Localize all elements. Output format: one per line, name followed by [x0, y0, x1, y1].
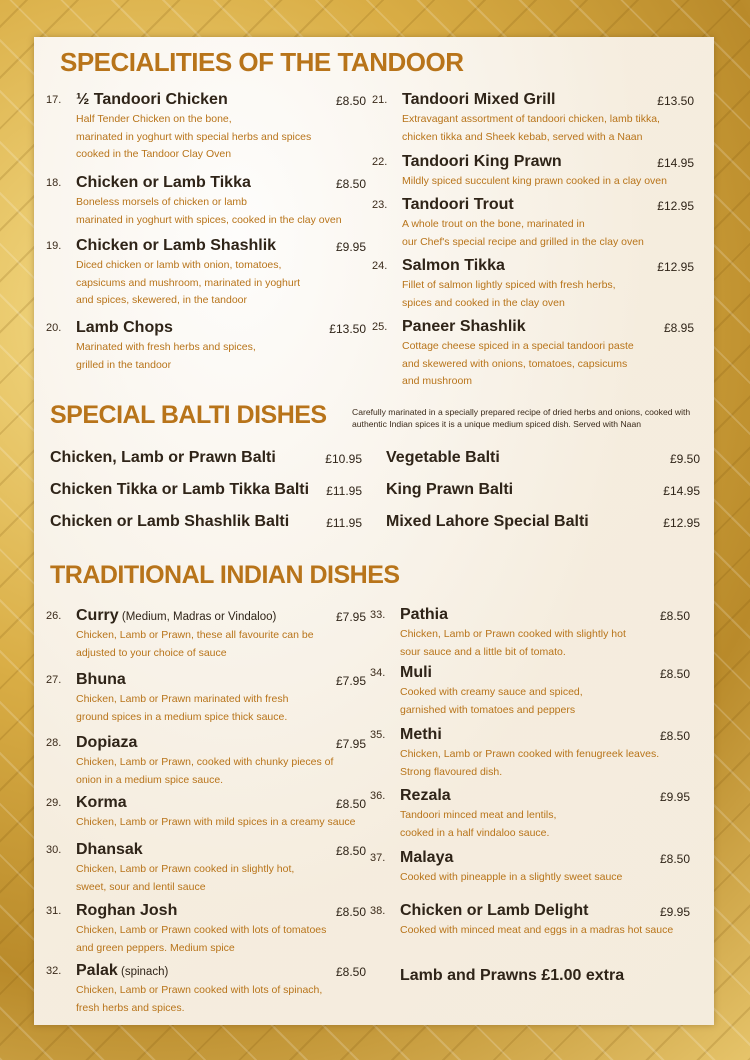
- balti-item-name: Chicken, Lamb or Prawn Balti: [50, 449, 276, 466]
- item-price: £12.95: [657, 199, 694, 213]
- item-number: 22.: [372, 156, 388, 168]
- item-number: 26.: [46, 610, 62, 622]
- item-description: Chicken, Lamb or Prawn with mild spices in a creamy sauce: [76, 816, 356, 828]
- item-price: £8.95: [663, 321, 694, 335]
- item-name: Tandoori King Prawn: [402, 153, 562, 170]
- item-price: £9.95: [335, 240, 366, 254]
- item-price: £9.95: [659, 905, 690, 919]
- item-description: Cooked with creamy sauce and spiced, garnished with tomatoes and peppers: [400, 686, 583, 716]
- item-number: 28.: [46, 737, 62, 749]
- balti-note: Carefully marinated in a specially prepared recipe of dried herbs and onions, cooked with authentic Indian spices it is a unique medium spiced dish. Served with Naan: [352, 407, 691, 429]
- item-description: Mildly spiced succulent king prawn cooked in a clay oven: [402, 175, 667, 187]
- item-number: 29.: [46, 797, 62, 809]
- balti-section-title: SPECIAL BALTI DISHES: [50, 401, 327, 429]
- item-number: 31.: [46, 905, 62, 917]
- balti-item-name: King Prawn Balti: [386, 481, 514, 498]
- item-name: Salmon Tikka: [402, 257, 505, 274]
- item-price: £8.50: [335, 797, 366, 811]
- item-price: £8.50: [335, 94, 366, 108]
- balti-item: [50, 513, 362, 535]
- item-number: 27.: [46, 674, 62, 686]
- item-name: Tandoori Mixed Grill: [402, 91, 556, 108]
- item-price: £8.50: [659, 609, 690, 623]
- item-price: £8.50: [659, 852, 690, 866]
- item-description: A whole trout on the bone, marinated in our Chef's special recipe and grilled in the clay oven: [402, 218, 644, 248]
- item-name: Methi: [400, 726, 442, 743]
- item-name: Paneer Shashlik: [402, 318, 526, 335]
- balti-item-price: £12.95: [663, 516, 700, 530]
- item-number: 20.: [46, 322, 62, 334]
- item-price: £8.50: [659, 729, 690, 743]
- item-number: 35.: [370, 729, 386, 741]
- item-number: 38.: [370, 905, 386, 917]
- item-price: £12.95: [657, 260, 694, 274]
- item-subtitle: (spinach): [117, 966, 169, 978]
- item-price: £8.50: [335, 844, 366, 858]
- traditional-section-title: TRADITIONAL INDIAN DISHES: [50, 561, 400, 589]
- item-description: Diced chicken or lamb with onion, tomatoes, capsicums and mushroom, marinated in yoghurt and spices, skewered, in the tandoor: [76, 259, 301, 306]
- item-name: Roghan Josh: [76, 902, 178, 919]
- item-description: Boneless morsels of chicken or lamb marinated in yoghurt with spices, cooked in the clay oven: [76, 196, 342, 226]
- item-number: 21.: [372, 94, 388, 106]
- item-number: 23.: [372, 199, 388, 211]
- item-number: 24.: [372, 260, 388, 272]
- balti-item-price: £9.50: [669, 452, 700, 466]
- item-description: Chicken, Lamb or Prawn marinated with fresh ground spices in a medium spice thick sauce.: [76, 693, 289, 723]
- item-price: £7.95: [335, 737, 366, 751]
- item-name: Lamb Chops: [76, 319, 173, 336]
- item-description: Chicken, Lamb or Prawn cooked in slightly hot, sweet, sour and lentil sauce: [76, 863, 295, 893]
- item-description: Cooked with pineapple in a slightly sweet sauce: [400, 871, 623, 883]
- item-name: Chicken or Lamb Shashlik: [76, 237, 277, 254]
- menu-panel: [34, 37, 714, 1025]
- item-name: Dopiaza: [76, 734, 138, 751]
- item-price: £13.50: [329, 322, 366, 336]
- item-price: £8.50: [335, 905, 366, 919]
- item-name: Rezala: [400, 787, 451, 804]
- item-number: 18.: [46, 177, 62, 189]
- balti-item-price: £11.95: [326, 484, 362, 498]
- item-description: Tandoori minced meat and lentils, cooked in a half vindaloo sauce.: [400, 809, 557, 839]
- item-price: £13.50: [657, 94, 694, 108]
- item-price: £8.50: [659, 667, 690, 681]
- item-description: Half Tender Chicken on the bone, marinated in yoghurt with special herbs and spices cooked in the Tandoor Clay Oven: [76, 113, 312, 160]
- balti-item: [386, 481, 700, 503]
- balti-item-name: Vegetable Balti: [386, 449, 500, 466]
- item-price: £9.95: [659, 790, 690, 804]
- item-number: 19.: [46, 240, 62, 252]
- item-description: Chicken, Lamb or Prawn cooked with lots of spinach, fresh herbs and spices.: [76, 984, 323, 1014]
- balti-item-name: Chicken Tikka or Lamb Tikka Balti: [50, 481, 310, 498]
- balti-item: [50, 481, 362, 503]
- item-name: Muli: [400, 664, 432, 681]
- item-number: 33.: [370, 609, 386, 621]
- tandoor-section-title: SPECIALITIES OF THE TANDOOR: [60, 47, 464, 77]
- item-price: £7.95: [335, 610, 366, 624]
- item-description: Chicken, Lamb or Prawn cooked with lots of tomatoes and green peppers. Medium spice: [76, 924, 327, 954]
- item-name: Tandoori Trout: [402, 196, 514, 213]
- item-number: 36.: [370, 790, 386, 802]
- item-name: Korma: [76, 794, 127, 811]
- item-description: Chicken, Lamb or Prawn, cooked with chunky pieces of onion in a medium spice sauce.: [76, 756, 334, 786]
- item-description: Cooked with minced meat and eggs in a madras hot sauce: [400, 924, 674, 936]
- extra-charge-note: Lamb and Prawns £1.00 extra: [400, 967, 625, 984]
- item-price: £8.50: [335, 965, 366, 979]
- balti-item-name: Mixed Lahore Special Balti: [386, 513, 589, 530]
- item-number: 32.: [46, 965, 62, 977]
- balti-item: [386, 513, 700, 535]
- item-number: 37.: [370, 852, 386, 864]
- balti-item-price: £10.95: [325, 452, 362, 466]
- item-description: Chicken, Lamb or Prawn, these all favourite can be adjusted to your choice of sauce: [76, 629, 314, 659]
- item-subtitle: (Medium, Madras or Vindaloo): [118, 611, 277, 623]
- item-price: £14.95: [657, 156, 694, 170]
- item-description: Fillet of salmon lightly spiced with fresh herbs, spices and cooked in the clay oven: [402, 279, 616, 309]
- balti-item: [386, 449, 700, 471]
- item-name: Dhansak: [76, 841, 143, 858]
- balti-item: [50, 449, 362, 471]
- item-description: Cottage cheese spiced in a special tandoori paste and skewered with onions, tomatoes, capsicums and mushroom: [402, 340, 634, 387]
- item-price: £8.50: [335, 177, 366, 191]
- item-name: Bhuna: [76, 671, 126, 688]
- item-name: Chicken or Lamb Delight: [400, 902, 589, 919]
- item-description: Chicken, Lamb or Prawn cooked with fenugreek leaves. Strong flavoured dish.: [400, 748, 660, 778]
- item-number: 34.: [370, 667, 386, 679]
- item-description: Extravagant assortment of tandoori chicken, lamb tikka, chicken tikka and Sheek kebab, served with a Naan: [402, 113, 660, 143]
- balti-item-price: £11.95: [326, 516, 362, 530]
- item-name: Chicken or Lamb Tikka: [76, 174, 251, 191]
- item-name: Palak (spinach): [76, 962, 169, 979]
- item-name: ½ Tandoori Chicken: [76, 91, 228, 108]
- item-number: 17.: [46, 94, 62, 106]
- item-description: Chicken, Lamb or Prawn cooked with slightly hot sour sauce and a little bit of tomato.: [400, 628, 626, 658]
- item-name: Pathia: [400, 606, 449, 623]
- item-description: Marinated with fresh herbs and spices, grilled in the tandoor: [76, 341, 256, 371]
- item-number: 25.: [372, 321, 388, 333]
- item-name: Curry (Medium, Madras or Vindaloo): [76, 607, 277, 624]
- item-number: 30.: [46, 844, 62, 856]
- item-price: £7.95: [335, 674, 366, 688]
- item-name: Malaya: [400, 849, 454, 866]
- balti-item-price: £14.95: [663, 484, 700, 498]
- balti-item-name: Chicken or Lamb Shashlik Balti: [50, 513, 290, 530]
